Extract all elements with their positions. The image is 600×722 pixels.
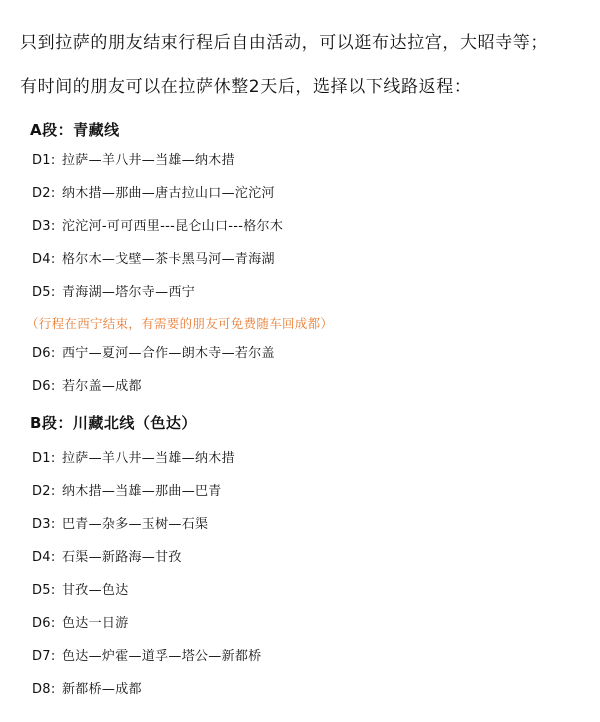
day-label: D1: bbox=[32, 153, 56, 168]
day-label: D2: bbox=[32, 186, 56, 201]
section-b-item bbox=[32, 483, 222, 501]
route-text: 纳木措—当雄—那曲—巴青 bbox=[62, 484, 222, 499]
route-text: 拉萨—羊八井—当雄—纳木措 bbox=[62, 153, 235, 168]
day-label: D7: bbox=[32, 649, 56, 664]
day-label: D5: bbox=[32, 583, 56, 598]
day-label: D5: bbox=[32, 285, 56, 300]
route-text: 新都桥—成都 bbox=[62, 682, 142, 697]
section-b-item bbox=[32, 615, 129, 633]
section-b-item bbox=[32, 681, 142, 699]
section-a-extra-item bbox=[32, 378, 142, 396]
day-label: D6: bbox=[32, 379, 56, 394]
section-b-item bbox=[32, 582, 129, 600]
section-a-title: A段：青藏线 bbox=[30, 121, 120, 139]
section-a-item bbox=[32, 185, 275, 203]
day-label: D3: bbox=[32, 219, 56, 234]
day-label: D2: bbox=[32, 484, 56, 499]
route-text: 石渠—新路海—甘孜 bbox=[62, 550, 182, 565]
route-text: 若尔盖—成都 bbox=[62, 379, 142, 394]
route-text: 纳木措—那曲—唐古拉山口—沱沱河 bbox=[62, 186, 275, 201]
day-label: D1: bbox=[32, 451, 56, 466]
section-a-item bbox=[32, 251, 275, 269]
section-a-item bbox=[32, 152, 235, 170]
section-a-note: （行程在西宁结束，有需要的朋友可免费随车回成都） bbox=[26, 316, 334, 331]
section-b-item bbox=[32, 549, 182, 567]
section-a-extra-item bbox=[32, 345, 275, 363]
section-a-item bbox=[32, 218, 283, 236]
day-label: D4: bbox=[32, 252, 56, 267]
route-text: 西宁—夏河—合作—朗木寺—若尔盖 bbox=[62, 346, 275, 361]
day-label: D8: bbox=[32, 682, 56, 697]
day-label: D4: bbox=[32, 550, 56, 565]
day-label: D3: bbox=[32, 517, 56, 532]
route-text: 沱沱河-可可西里---昆仑山口---格尔木 bbox=[62, 219, 284, 234]
route-text: 格尔木—戈壁—茶卡黑马河—青海湖 bbox=[62, 252, 275, 267]
intro-line-2: 有时间的朋友可以在拉萨休整2天后，选择以下线路返程： bbox=[20, 77, 472, 97]
day-label: D6: bbox=[32, 346, 56, 361]
route-text: 巴青—杂多—玉树—石渠 bbox=[62, 517, 209, 532]
section-b-title: B段：川藏北线（色达） bbox=[30, 414, 197, 432]
section-b-item bbox=[32, 450, 235, 468]
section-a-item bbox=[32, 284, 195, 302]
route-text: 色达—炉霍—道孚—塔公—新都桥 bbox=[62, 649, 262, 664]
route-text: 色达一日游 bbox=[62, 616, 129, 631]
route-text: 甘孜—色达 bbox=[62, 583, 129, 598]
route-text: 青海湖—塔尔寺—西宁 bbox=[62, 285, 195, 300]
section-b-item bbox=[32, 516, 208, 534]
day-label: D6: bbox=[32, 616, 56, 631]
intro-line-1: 只到拉萨的朋友结束行程后自由活动，可以逛布达拉宫，大昭寺等； bbox=[20, 33, 548, 53]
route-text: 拉萨—羊八井—当雄—纳木措 bbox=[62, 451, 235, 466]
section-b-item bbox=[32, 648, 262, 666]
